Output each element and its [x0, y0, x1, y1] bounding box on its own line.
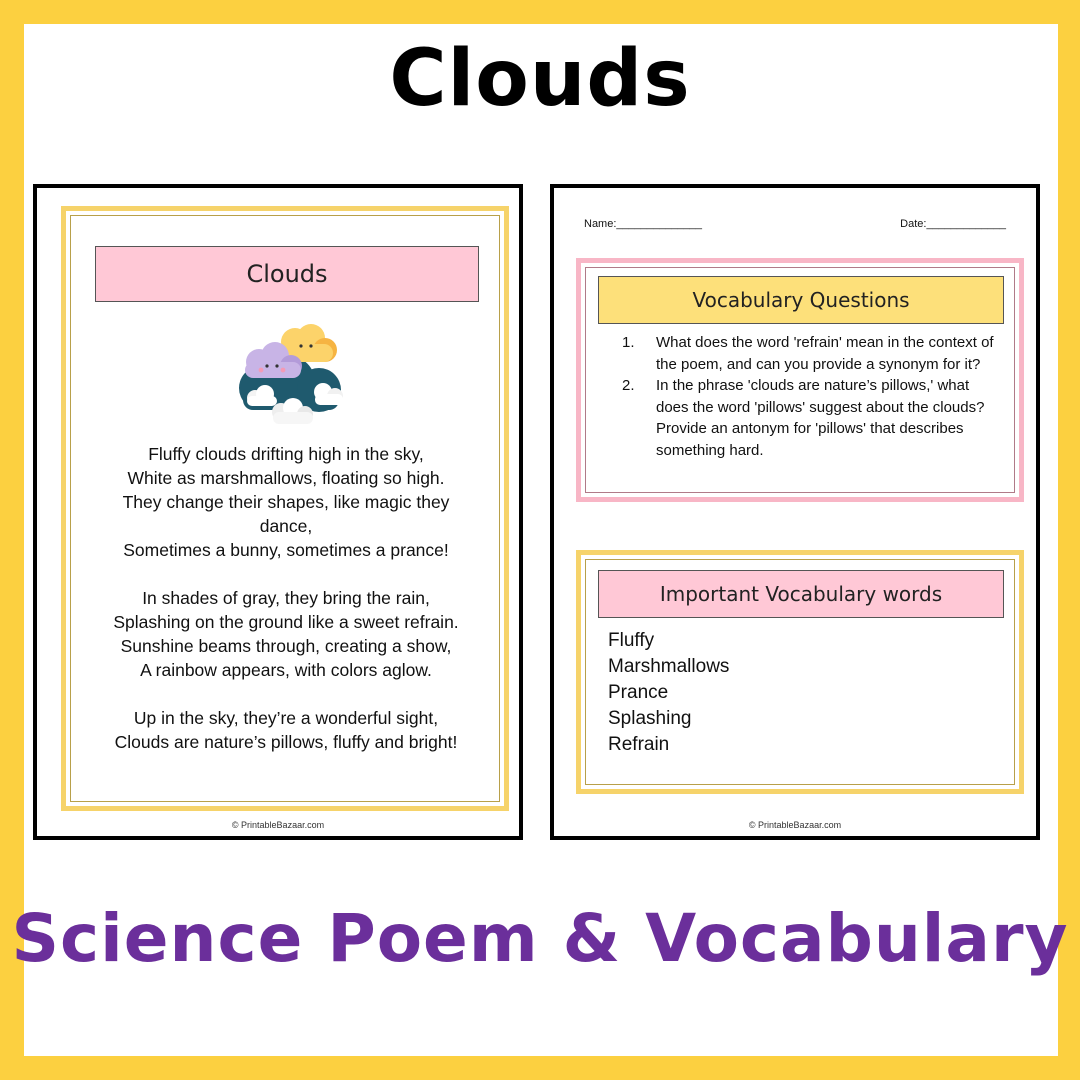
- vocabulary-word: Fluffy: [608, 630, 655, 651]
- vocabulary-word: Prance: [608, 682, 669, 703]
- poem-line: Sometimes a bunny, sometimes a prance!: [123, 540, 449, 560]
- poem-line: Splashing on the ground like a sweet refrain.: [113, 612, 459, 632]
- copyright-footer: © PrintableBazaar.com: [231, 820, 325, 830]
- question-number: 2.: [622, 377, 635, 394]
- question-item: [606, 332, 996, 375]
- poem-stanza: [81, 442, 491, 562]
- poem-line: Up in the sky, they’re a wonderful sight,: [133, 708, 439, 728]
- cute-clouds-illustration: [231, 320, 351, 432]
- date-field-label: Date:_____________: [900, 218, 1006, 230]
- page-title: Clouds: [389, 34, 691, 124]
- question-text: What does the word 'refrain' mean in the context of the poem, and can you provide a synonym for it?: [656, 334, 994, 373]
- question-text: In the phrase 'clouds are nature’s pillows,' what does the word 'pillows' suggest about the clouds? Provide an antonym for 'pillows' that describes something hard.: [656, 377, 985, 459]
- important-vocabulary-frame: [576, 550, 1024, 794]
- poem-line: Clouds are nature’s pillows, fluffy and bright!: [114, 732, 458, 752]
- vocabulary-word: Refrain: [608, 734, 670, 755]
- vocabulary-questions-title: Vocabulary Questions: [598, 276, 1004, 324]
- copyright-footer: © PrintableBazaar.com: [748, 820, 842, 830]
- poem-page-preview: [33, 184, 523, 840]
- vocabulary-word-list: [608, 628, 729, 758]
- vocabulary-questions-frame: [576, 258, 1024, 502]
- question-item: [606, 375, 996, 461]
- poem-line: In shades of gray, they bring the rain,: [142, 588, 430, 608]
- poem-line: A rainbow appears, with colors aglow.: [140, 660, 432, 680]
- important-vocabulary-title: Important Vocabulary words: [598, 570, 1004, 618]
- poem-line: They change their shapes, like magic they dance,: [122, 492, 455, 536]
- poem-line: Sunshine beams through, creating a show,: [120, 636, 452, 656]
- worksheet-page-preview: [550, 184, 1040, 840]
- vocabulary-questions-list: [606, 332, 996, 461]
- vocabulary-word: Splashing: [608, 708, 692, 729]
- question-number: 1.: [622, 334, 635, 351]
- poem-line: White as marshmallows, floating so high.: [127, 468, 445, 488]
- name-field-label: Name:______________: [584, 218, 703, 230]
- poem-stanza: [81, 586, 491, 682]
- poem-title: Clouds: [95, 246, 479, 302]
- vocabulary-word: Marshmallows: [608, 656, 730, 677]
- poem-stanza: [81, 706, 491, 754]
- poem-frame: [61, 206, 509, 811]
- product-subtitle: Science Poem & Vocabulary: [11, 900, 1069, 977]
- poem-body: [81, 442, 491, 778]
- poem-line: Fluffy clouds drifting high in the sky,: [148, 444, 424, 464]
